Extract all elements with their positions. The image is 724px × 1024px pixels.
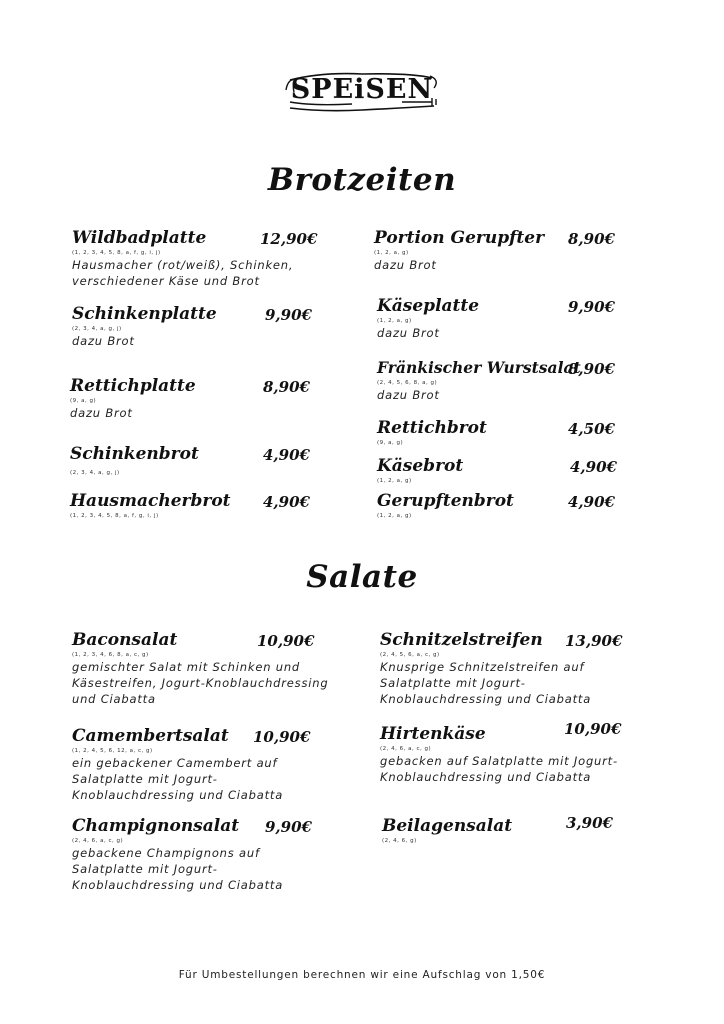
item-description: Knoblauchdressing und Ciabatta [72, 878, 284, 892]
item-price: 8,90€ [568, 230, 615, 248]
item-description: dazu Brot [374, 258, 437, 272]
item-description: dazu Brot [72, 334, 135, 348]
item-name: Hirtenkäse [380, 724, 486, 744]
menu-item-champignonsalat [72, 816, 342, 893]
item-description: dazu Brot [377, 388, 440, 402]
menu-item-kaesebrot [377, 456, 617, 485]
item-name: Schinkenplatte [72, 304, 217, 324]
footer-note: Für Umbestellungen berechnen wir eine Aufschlag von 1,50€ [178, 969, 546, 981]
item-description: Salatplatte mit Jogurt- [72, 772, 218, 786]
allergen-codes: (2, 4, 5, 6, a, c, g) [380, 652, 440, 658]
item-price: 10,90€ [257, 632, 315, 650]
allergen-codes: (1, 2, a, g) [377, 478, 412, 484]
item-price: 9,90€ [265, 818, 312, 836]
item-price: 8,90€ [568, 360, 615, 378]
item-price: 4,90€ [263, 446, 310, 464]
allergen-codes: (2, 4, 6, a, c, g) [380, 746, 432, 752]
menu-item-portion-gerupfter [374, 228, 615, 273]
item-description: Knusprige Schnitzelstreifen auf [380, 660, 585, 674]
item-description: gebackene Champignons auf [72, 846, 260, 860]
item-price: 4,90€ [263, 493, 310, 511]
item-name: Portion Gerupfter [374, 228, 545, 248]
menu-item-rettichbrot [377, 418, 615, 447]
item-description: Knoblauchdressing und Ciabatta [380, 770, 592, 784]
allergen-codes: (2, 4, 6, g) [382, 838, 417, 844]
item-name: Camembertsalat [72, 726, 229, 746]
allergen-codes: (2, 3, 4, a, g, j) [70, 470, 120, 476]
menu-item-schinkenplatte [72, 304, 312, 349]
menu-item-schnitzelstreifen [380, 630, 630, 707]
allergen-codes: (1, 2, a, g) [377, 513, 412, 519]
item-description: Knoblauchdressing und Ciabatta [72, 788, 284, 802]
item-description: Knoblauchdressing und Ciabatta [380, 692, 592, 706]
item-description: verschiedener Käse und Brot [72, 274, 260, 288]
menu-item-fraenkischer-wurstsalat [377, 358, 615, 403]
item-price: 13,90€ [565, 632, 623, 650]
item-price: 3,90€ [566, 814, 613, 832]
speisen-logo [282, 66, 442, 122]
item-name: Käsebrot [377, 456, 464, 476]
item-price: 10,90€ [564, 720, 622, 738]
item-name: Beilagensalat [382, 816, 513, 836]
menu-item-camembertsalat [72, 726, 342, 803]
item-price: 9,90€ [265, 306, 312, 324]
item-name: Rettichplatte [70, 376, 196, 396]
menu-item-beilagensalat [382, 816, 612, 845]
menu-item-wildbadplatte [72, 228, 318, 289]
menu-item-hausmacherbrot [70, 491, 310, 520]
item-price: 4,50€ [568, 420, 615, 438]
allergen-codes: (1, 2, 3, 4, 5, 8, a, f, g, i, j) [72, 250, 161, 256]
item-description: dazu Brot [70, 406, 133, 420]
item-price: 4,90€ [568, 493, 615, 511]
item-description: Salatplatte mit Jogurt- [380, 676, 526, 690]
item-name: Gerupftenbrot [377, 491, 514, 511]
item-description: gebacken auf Salatplatte mit Jogurt- [380, 754, 618, 768]
item-name: Käseplatte [377, 296, 480, 316]
item-description: Hausmacher (rot/weiß), Schinken, [72, 258, 294, 272]
item-description: ein gebackener Camembert auf [72, 756, 278, 770]
section-title-brotzeiten: Brotzeiten [267, 162, 457, 198]
allergen-codes: (9, a, g) [70, 398, 97, 404]
item-name: Schnitzelstreifen [380, 630, 543, 650]
item-price: 9,90€ [568, 298, 615, 316]
menu-item-rettichplatte [70, 376, 310, 421]
item-price: 4,90€ [570, 458, 617, 476]
item-name: Fränkischer Wurstsalat [377, 358, 581, 377]
allergen-codes: (1, 2, 3, 4, 6, 8, a, c, g) [72, 652, 149, 658]
item-name: Schinkenbrot [70, 444, 199, 464]
item-name: Rettichbrot [377, 418, 487, 438]
logo-text: SPEiSEN [290, 74, 434, 105]
menu-item-baconsalat [72, 630, 342, 707]
item-description: dazu Brot [377, 326, 440, 340]
item-description: und Ciabatta [72, 692, 156, 706]
allergen-codes: (1, 2, a, g) [374, 250, 409, 256]
item-description: Salatplatte mit Jogurt- [72, 862, 218, 876]
menu-item-gerupftenbrot [377, 491, 615, 520]
allergen-codes: (1, 2, 4, 5, 6, 12, a, c, g) [72, 748, 153, 754]
item-price: 12,90€ [260, 230, 318, 248]
menu-item-hirtenkaese [380, 720, 630, 785]
allergen-codes: (2, 4, 6, a, c, g) [72, 838, 124, 844]
section-title-salate: Salate [306, 559, 418, 595]
item-description: gemischter Salat mit Schinken und [72, 660, 301, 674]
item-name: Hausmacherbrot [70, 491, 231, 511]
item-name: Baconsalat [72, 630, 178, 650]
allergen-codes: (9, a, g) [377, 440, 404, 446]
item-name: Wildbadplatte [72, 228, 207, 248]
allergen-codes: (2, 3, 4, a, g, j) [72, 326, 122, 332]
allergen-codes: (1, 2, a, g) [377, 318, 412, 324]
menu-item-kaeseplatte [377, 296, 615, 341]
menu-item-schinkenbrot [70, 444, 310, 477]
allergen-codes: (2, 4, 5, 6, 8, a, g) [377, 380, 438, 386]
item-price: 10,90€ [253, 728, 311, 746]
item-description: Käsestreifen, Jogurt-Knoblauchdressing [72, 676, 329, 690]
item-name: Champignonsalat [72, 816, 240, 836]
item-price: 8,90€ [263, 378, 310, 396]
allergen-codes: (1, 2, 3, 4, 5, 8, a, f, g, i, j) [70, 513, 159, 519]
